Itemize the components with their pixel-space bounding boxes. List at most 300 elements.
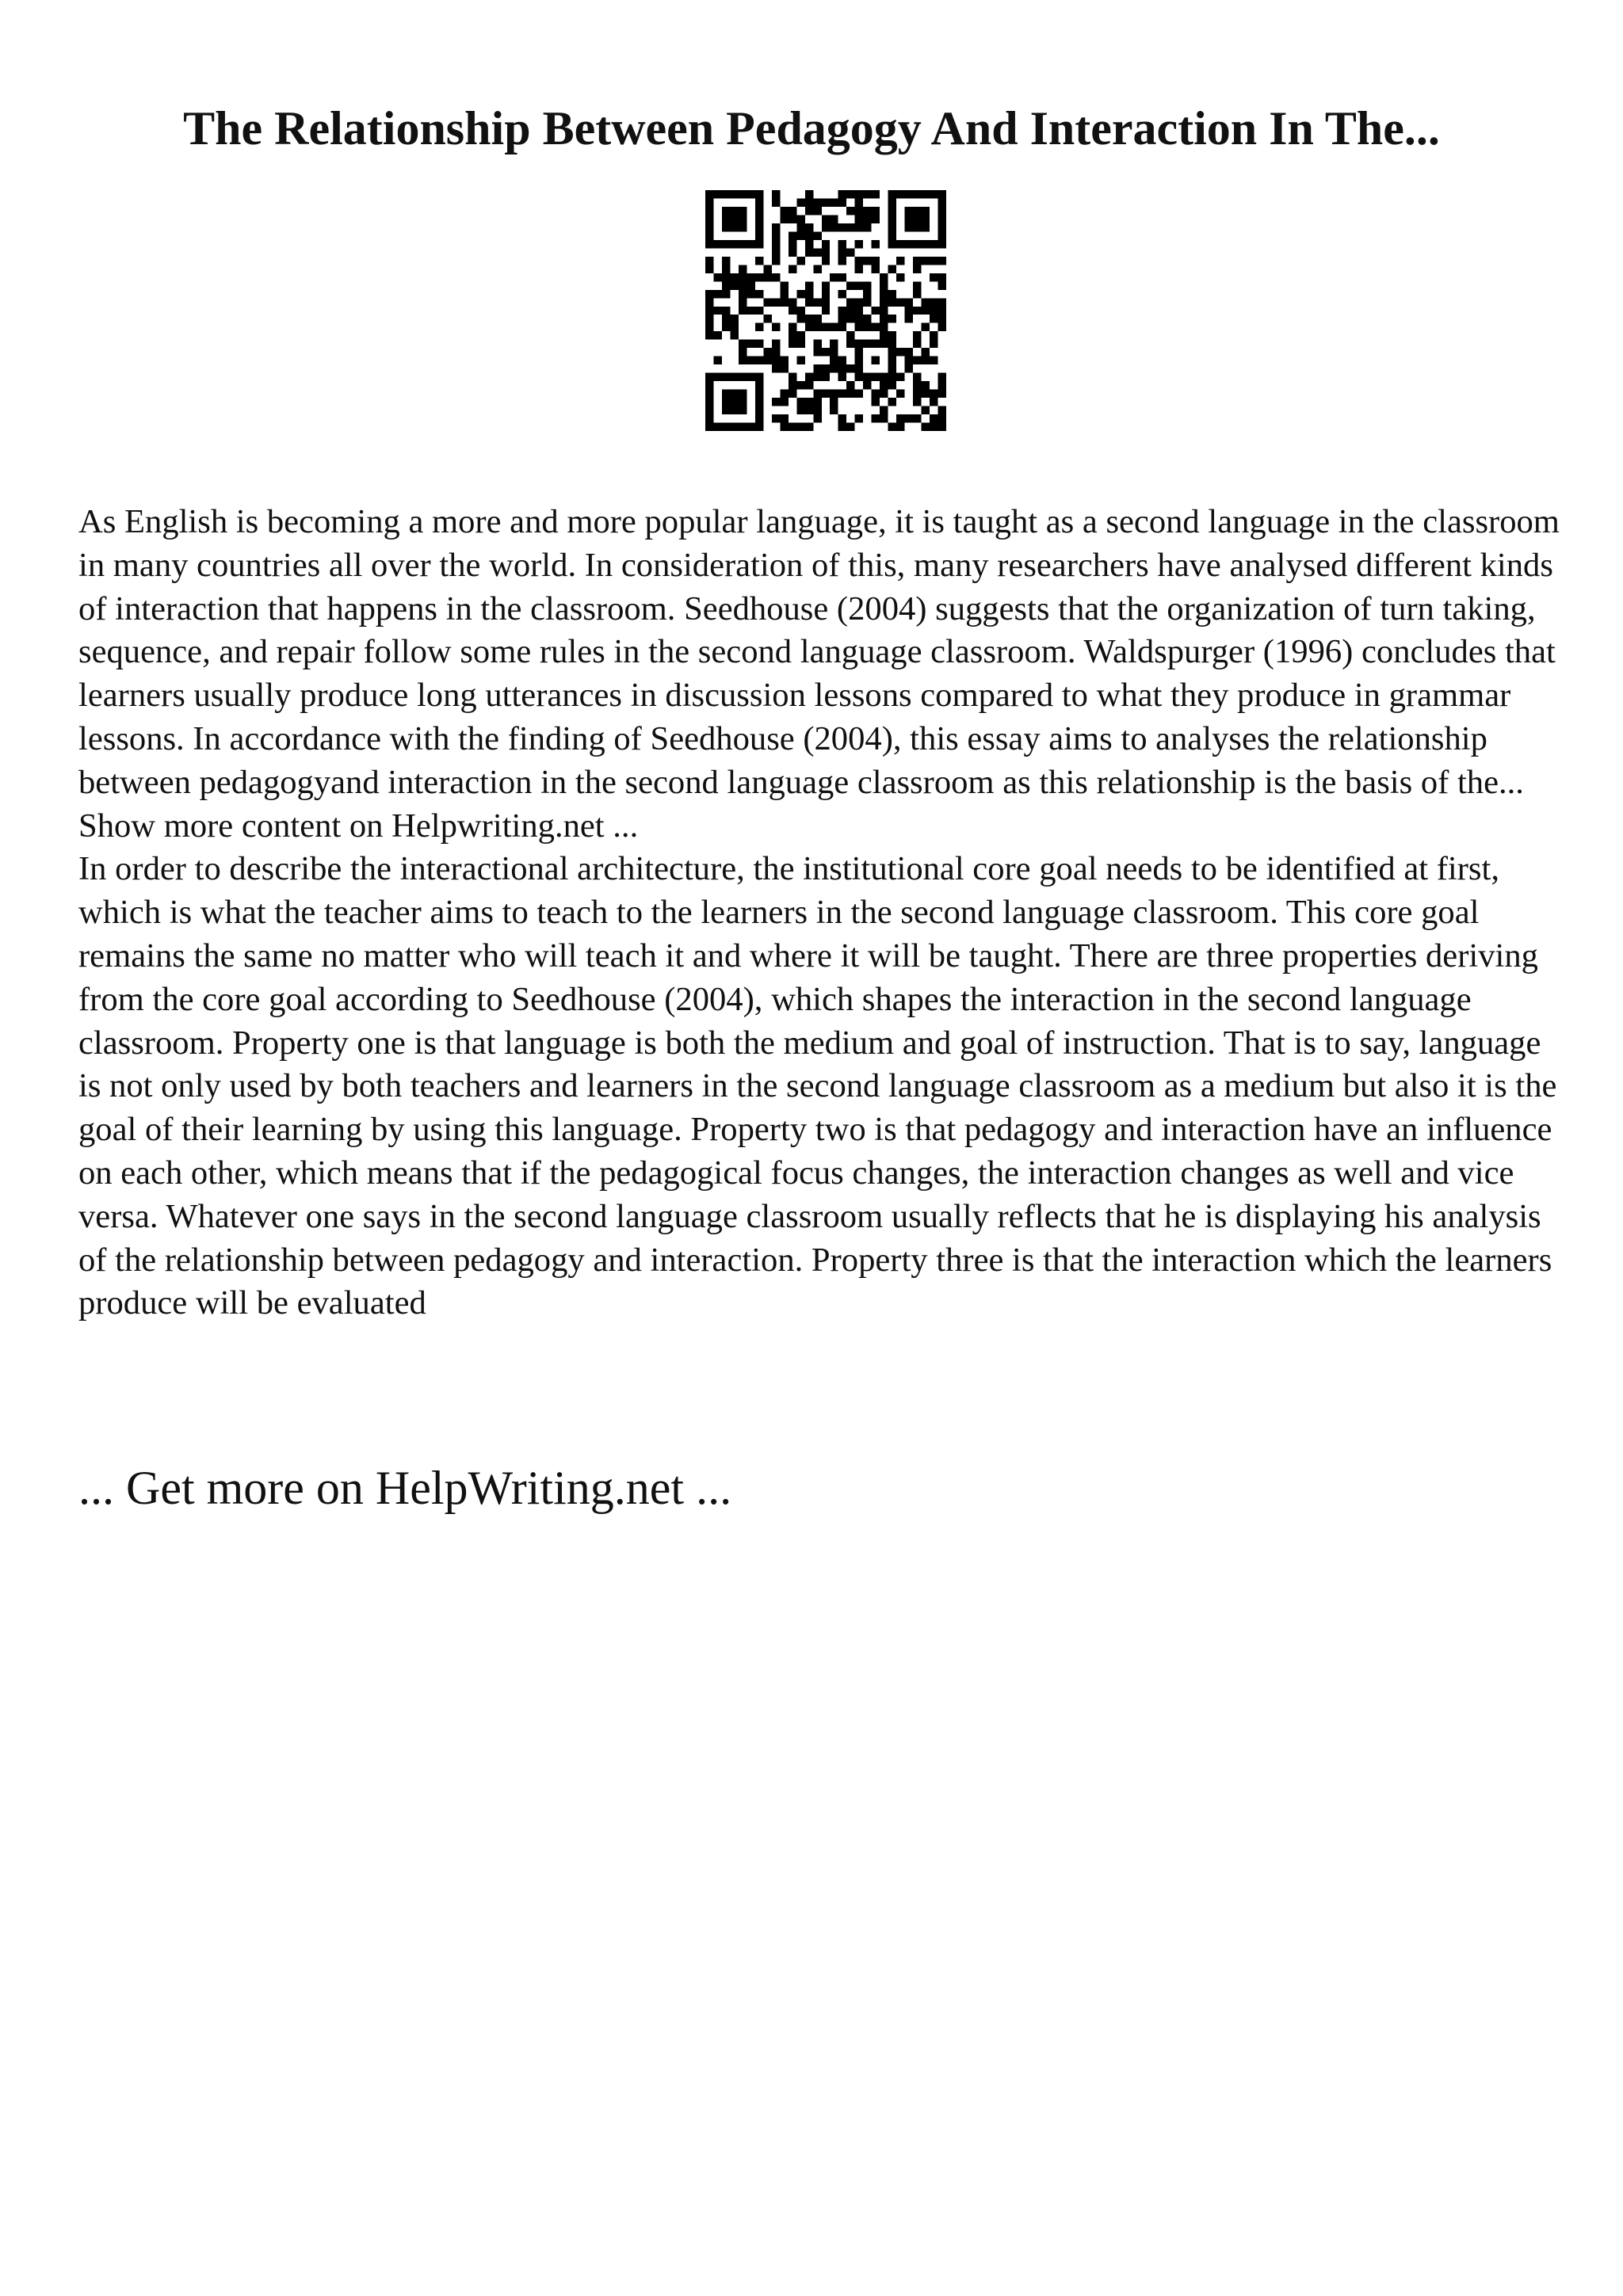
- qr-module: [780, 398, 788, 406]
- qr-module: [822, 373, 830, 381]
- qr-module: [888, 298, 896, 306]
- body-paragraph-2: In order to describe the interactional architecture, the institutional core goal needs to be identified at first, which is what the teacher aims to teach to the learners in the second language classroom. This core goal remains the same no matter who will teach it and where it will be taught. There are three properties deriving from the core goal according to Seedhouse (2004), which shapes the interaction in the second language classroom. Property one is that language is both the medium and goal of instruction. That is to say, language is not only used by both teachers and learners in the second language classroom as a medium but also it is the goal of their learning by using this language. Property two is that pedagogy and interaction have an influence on each other, which means that if the pedagogical focus changes, the interaction changes as well and vice versa. Whatever one says in the second language classroom usually reflects that he is displaying his analysis of the relationship between pedagogy and interaction. Property three is that the interaction which the learners produce will be evaluated: [78, 850, 1557, 1322]
- qr-module: [930, 240, 938, 248]
- qr-module: [822, 307, 830, 315]
- qr-module: [888, 423, 896, 431]
- qr-module: [730, 373, 738, 381]
- qr-module: [830, 273, 838, 281]
- qr-module: [713, 423, 721, 431]
- qr-module: [838, 248, 846, 256]
- qr-module: [755, 207, 763, 215]
- qr-module: [913, 357, 921, 364]
- qr-module: [747, 340, 754, 348]
- qr-module: [713, 240, 721, 248]
- qr-module: [855, 414, 863, 422]
- qr-module: [830, 323, 838, 331]
- qr-module: [905, 307, 913, 315]
- qr-module: [896, 348, 904, 356]
- qr-module: [930, 257, 938, 265]
- qr-module: [938, 423, 946, 431]
- qr-module: [730, 207, 738, 215]
- qr-module: [722, 423, 730, 431]
- qr-module: [813, 406, 821, 414]
- qr-module: [880, 414, 888, 422]
- qr-module: [822, 290, 830, 298]
- qr-module: [905, 215, 913, 223]
- qr-module: [713, 307, 721, 315]
- qr-module: [888, 331, 896, 339]
- qr-module: [930, 423, 938, 431]
- qr-module: [922, 240, 930, 248]
- qr-module: [796, 406, 804, 414]
- qr-module: [905, 207, 913, 215]
- qr-module: [913, 265, 921, 273]
- qr-module: [705, 398, 713, 406]
- qr-module: [796, 331, 804, 339]
- qr-module: [938, 323, 946, 331]
- qr-module: [705, 390, 713, 398]
- qr-module: [772, 357, 780, 364]
- qr-module: [755, 307, 763, 315]
- qr-module: [772, 298, 780, 306]
- qr-module: [896, 373, 904, 381]
- qr-module: [938, 223, 946, 231]
- qr-module: [805, 231, 813, 239]
- qr-module: [813, 207, 821, 215]
- qr-module: [846, 298, 854, 306]
- qr-module: [805, 223, 813, 231]
- qr-module: [813, 315, 821, 322]
- qr-module: [822, 248, 830, 256]
- qr-module: [755, 223, 763, 231]
- qr-module: [880, 323, 888, 331]
- qr-code: [705, 190, 946, 431]
- qr-module: [772, 248, 780, 256]
- qr-module: [838, 307, 846, 315]
- qr-module: [872, 307, 880, 315]
- qr-module: [739, 223, 747, 231]
- qr-module: [780, 281, 788, 289]
- qr-module: [838, 190, 846, 198]
- qr-module: [913, 414, 921, 422]
- qr-module: [938, 298, 946, 306]
- document-title: The Relationship Between Pedagogy And Interaction In The...: [183, 102, 1440, 154]
- qr-module: [722, 223, 730, 231]
- qr-module: [722, 315, 730, 322]
- qr-module: [880, 390, 888, 398]
- qr-module: [739, 423, 747, 431]
- qr-module: [830, 215, 838, 223]
- qr-module: [739, 406, 747, 414]
- qr-module: [813, 398, 821, 406]
- qr-module: [863, 340, 871, 348]
- qr-module: [888, 240, 896, 248]
- qr-module: [772, 414, 780, 422]
- qr-module: [772, 231, 780, 239]
- qr-module: [755, 198, 763, 206]
- qr-module: [922, 390, 930, 398]
- qr-module: [913, 390, 921, 398]
- qr-module: [796, 257, 804, 265]
- qr-module: [913, 190, 921, 198]
- qr-module: [846, 223, 854, 231]
- qr-module: [755, 373, 763, 381]
- qr-module: [705, 331, 713, 339]
- qr-module: [880, 373, 888, 381]
- qr-module: [880, 381, 888, 389]
- qr-module: [713, 357, 721, 364]
- qr-module: [905, 414, 913, 422]
- qr-module: [813, 414, 821, 422]
- qr-module: [846, 307, 854, 315]
- qr-module: [938, 198, 946, 206]
- qr-module: [888, 348, 896, 356]
- qr-module: [872, 398, 880, 406]
- qr-module: [730, 323, 738, 331]
- qr-module: [930, 190, 938, 198]
- qr-module: [863, 290, 871, 298]
- qr-module: [755, 273, 763, 281]
- qr-module: [913, 257, 921, 265]
- qr-module: [930, 357, 938, 364]
- qr-module: [863, 190, 871, 198]
- qr-module: [888, 357, 896, 364]
- qr-module: [739, 290, 747, 298]
- qr-module: [822, 364, 830, 372]
- qr-module: [855, 281, 863, 289]
- qr-module: [896, 273, 904, 281]
- qr-module: [922, 307, 930, 315]
- qr-module: [888, 223, 896, 231]
- qr-module: [838, 364, 846, 372]
- qr-module: [780, 390, 788, 398]
- qr-module: [888, 373, 896, 381]
- qr-module: [838, 315, 846, 322]
- qr-module: [888, 265, 896, 273]
- qr-module: [739, 265, 747, 273]
- qr-module: [813, 248, 821, 256]
- qr-module: [938, 231, 946, 239]
- qr-module: [922, 207, 930, 215]
- qr-module: [780, 298, 788, 306]
- qr-module: [830, 406, 838, 414]
- qr-module: [805, 198, 813, 206]
- qr-module: [830, 357, 838, 364]
- qr-module: [739, 281, 747, 289]
- qr-module: [789, 215, 796, 223]
- qr-module: [872, 215, 880, 223]
- qr-module: [789, 248, 796, 256]
- qr-module: [755, 390, 763, 398]
- qr-module: [896, 414, 904, 422]
- qr-module: [780, 364, 788, 372]
- qr-module: [705, 315, 713, 322]
- qr-module: [863, 298, 871, 306]
- qr-module: [805, 398, 813, 406]
- qr-module: [796, 198, 804, 206]
- qr-module: [789, 331, 796, 339]
- qr-module: [880, 290, 888, 298]
- qr-module: [930, 390, 938, 398]
- qr-module: [888, 340, 896, 348]
- qr-module: [789, 340, 796, 348]
- qr-module: [789, 207, 796, 215]
- qr-module: [705, 198, 713, 206]
- qr-module: [722, 257, 730, 265]
- qr-module: [913, 398, 921, 406]
- qr-module: [813, 390, 821, 398]
- qr-module: [713, 331, 721, 339]
- qr-module: [838, 423, 846, 431]
- qr-module: [855, 357, 863, 364]
- qr-module: [846, 423, 854, 431]
- qr-module: [730, 190, 738, 198]
- qr-module: [739, 357, 747, 364]
- qr-module: [855, 265, 863, 273]
- qr-module: [730, 406, 738, 414]
- qr-module: [739, 390, 747, 398]
- qr-module: [796, 315, 804, 322]
- qr-module: [822, 323, 830, 331]
- qr-module: [905, 315, 913, 322]
- qr-module: [863, 373, 871, 381]
- qr-module: [772, 223, 780, 231]
- qr-module: [838, 357, 846, 364]
- qr-module: [789, 390, 796, 398]
- qr-module: [755, 414, 763, 422]
- qr-module: [705, 298, 713, 306]
- qr-module: [938, 207, 946, 215]
- qr-module: [755, 240, 763, 248]
- qr-module: [855, 307, 863, 315]
- qr-module: [772, 323, 780, 331]
- qr-module: [930, 298, 938, 306]
- qr-module: [705, 257, 713, 265]
- qr-module: [896, 390, 904, 398]
- qr-module: [930, 414, 938, 422]
- qr-module: [755, 323, 763, 331]
- qr-module: [905, 357, 913, 364]
- qr-module: [822, 281, 830, 289]
- qr-module: [830, 398, 838, 406]
- qr-module: [813, 373, 821, 381]
- qr-module: [789, 265, 796, 273]
- qr-module: [913, 340, 921, 348]
- qr-module: [855, 240, 863, 248]
- qr-module: [722, 207, 730, 215]
- qr-module: [755, 190, 763, 198]
- qr-module: [922, 423, 930, 431]
- qr-module: [930, 340, 938, 348]
- qr-module: [872, 240, 880, 248]
- qr-module: [730, 240, 738, 248]
- qr-module: [938, 307, 946, 315]
- qr-module: [730, 423, 738, 431]
- qr-module: [863, 281, 871, 289]
- qr-module: [763, 265, 771, 273]
- qr-module: [855, 215, 863, 223]
- qr-module: [755, 231, 763, 239]
- qr-module: [930, 398, 938, 406]
- qr-module: [938, 406, 946, 414]
- qr-module: [880, 298, 888, 306]
- qr-module: [796, 307, 804, 315]
- qr-module: [796, 231, 804, 239]
- qr-module: [805, 423, 813, 431]
- qr-module: [888, 207, 896, 215]
- qr-module: [938, 414, 946, 422]
- qr-module: [913, 223, 921, 231]
- qr-module: [730, 281, 738, 289]
- qr-module: [813, 364, 821, 372]
- qr-module: [796, 381, 804, 389]
- qr-module: [922, 323, 930, 331]
- qr-module: [755, 290, 763, 298]
- qr-module: [863, 381, 871, 389]
- qr-module: [838, 390, 846, 398]
- qr-module: [722, 307, 730, 315]
- qr-module: [888, 190, 896, 198]
- qr-module: [739, 398, 747, 406]
- qr-module: [747, 273, 754, 281]
- qr-module: [805, 373, 813, 381]
- qr-module: [846, 364, 854, 372]
- qr-module: [872, 190, 880, 198]
- qr-module: [938, 273, 946, 281]
- qr-module: [805, 207, 813, 215]
- qr-module: [822, 215, 830, 223]
- qr-module: [705, 414, 713, 422]
- qr-module: [805, 323, 813, 331]
- qr-module: [755, 406, 763, 414]
- qr-module: [796, 357, 804, 364]
- qr-module: [722, 265, 730, 273]
- qr-module: [938, 240, 946, 248]
- qr-module: [846, 390, 854, 398]
- qr-module: [780, 357, 788, 364]
- qr-module: [722, 373, 730, 381]
- qr-module: [846, 248, 854, 256]
- qr-module: [789, 298, 796, 306]
- qr-module: [780, 215, 788, 223]
- qr-module: [880, 406, 888, 414]
- qr-module: [805, 381, 813, 389]
- qr-module: [880, 307, 888, 315]
- qr-module: [922, 223, 930, 231]
- qr-module: [705, 290, 713, 298]
- qr-module: [938, 381, 946, 389]
- qr-module: [722, 215, 730, 223]
- qr-module: [705, 207, 713, 215]
- qr-module: [822, 198, 830, 206]
- qr-module: [846, 281, 854, 289]
- qr-module: [855, 373, 863, 381]
- qr-module: [938, 190, 946, 198]
- qr-module: [922, 357, 930, 364]
- qr-module: [905, 364, 913, 372]
- qr-module: [838, 414, 846, 422]
- qr-module: [789, 231, 796, 239]
- qr-module: [805, 281, 813, 289]
- qr-module: [922, 190, 930, 198]
- qr-module: [739, 340, 747, 348]
- qr-module: [846, 190, 854, 198]
- qr-module: [938, 215, 946, 223]
- qr-module: [755, 357, 763, 364]
- qr-module: [813, 298, 821, 306]
- qr-module: [730, 215, 738, 223]
- qr-module: [872, 323, 880, 331]
- qr-module: [872, 265, 880, 273]
- get-more-link[interactable]: ... Get more on HelpWriting.net ...: [78, 1462, 732, 1514]
- qr-module: [855, 223, 863, 231]
- qr-module: [905, 298, 913, 306]
- qr-module: [896, 423, 904, 431]
- qr-module: [822, 257, 830, 265]
- qr-module: [880, 315, 888, 322]
- qr-module: [938, 390, 946, 398]
- qr-module: [938, 315, 946, 322]
- qr-module: [805, 190, 813, 198]
- qr-module: [813, 198, 821, 206]
- qr-module: [763, 315, 771, 322]
- qr-module: [880, 340, 888, 348]
- qr-module: [846, 340, 854, 348]
- qr-module: [772, 198, 780, 206]
- qr-module: [805, 406, 813, 414]
- qr-module: [913, 290, 921, 298]
- qr-module: [730, 273, 738, 281]
- qr-module: [896, 257, 904, 265]
- qr-module: [722, 281, 730, 289]
- qr-module: [922, 215, 930, 223]
- qr-module: [930, 307, 938, 315]
- qr-module: [705, 240, 713, 248]
- qr-module: [863, 223, 871, 231]
- qr-module: [838, 273, 846, 281]
- qr-module: [888, 381, 896, 389]
- qr-module: [796, 290, 804, 298]
- qr-module: [855, 190, 863, 198]
- qr-module: [747, 307, 754, 315]
- qr-module: [747, 281, 754, 289]
- qr-module: [722, 190, 730, 198]
- qr-module: [938, 257, 946, 265]
- qr-module: [863, 257, 871, 265]
- qr-module: [913, 373, 921, 381]
- qr-module: [705, 373, 713, 381]
- qr-module: [763, 273, 771, 281]
- qr-module: [863, 323, 871, 331]
- qr-module: [930, 315, 938, 322]
- qr-module: [705, 323, 713, 331]
- qr-module: [822, 390, 830, 398]
- qr-module: [872, 390, 880, 398]
- qr-module: [772, 364, 780, 372]
- qr-module: [913, 215, 921, 223]
- qr-module: [730, 398, 738, 406]
- qr-module: [739, 190, 747, 198]
- qr-module: [730, 390, 738, 398]
- qr-module: [772, 273, 780, 281]
- qr-module: [846, 381, 854, 389]
- qr-module: [813, 231, 821, 239]
- qr-module: [755, 423, 763, 431]
- qr-module: [705, 423, 713, 431]
- qr-module: [838, 290, 846, 298]
- qr-module: [830, 348, 838, 356]
- qr-module: [747, 373, 754, 381]
